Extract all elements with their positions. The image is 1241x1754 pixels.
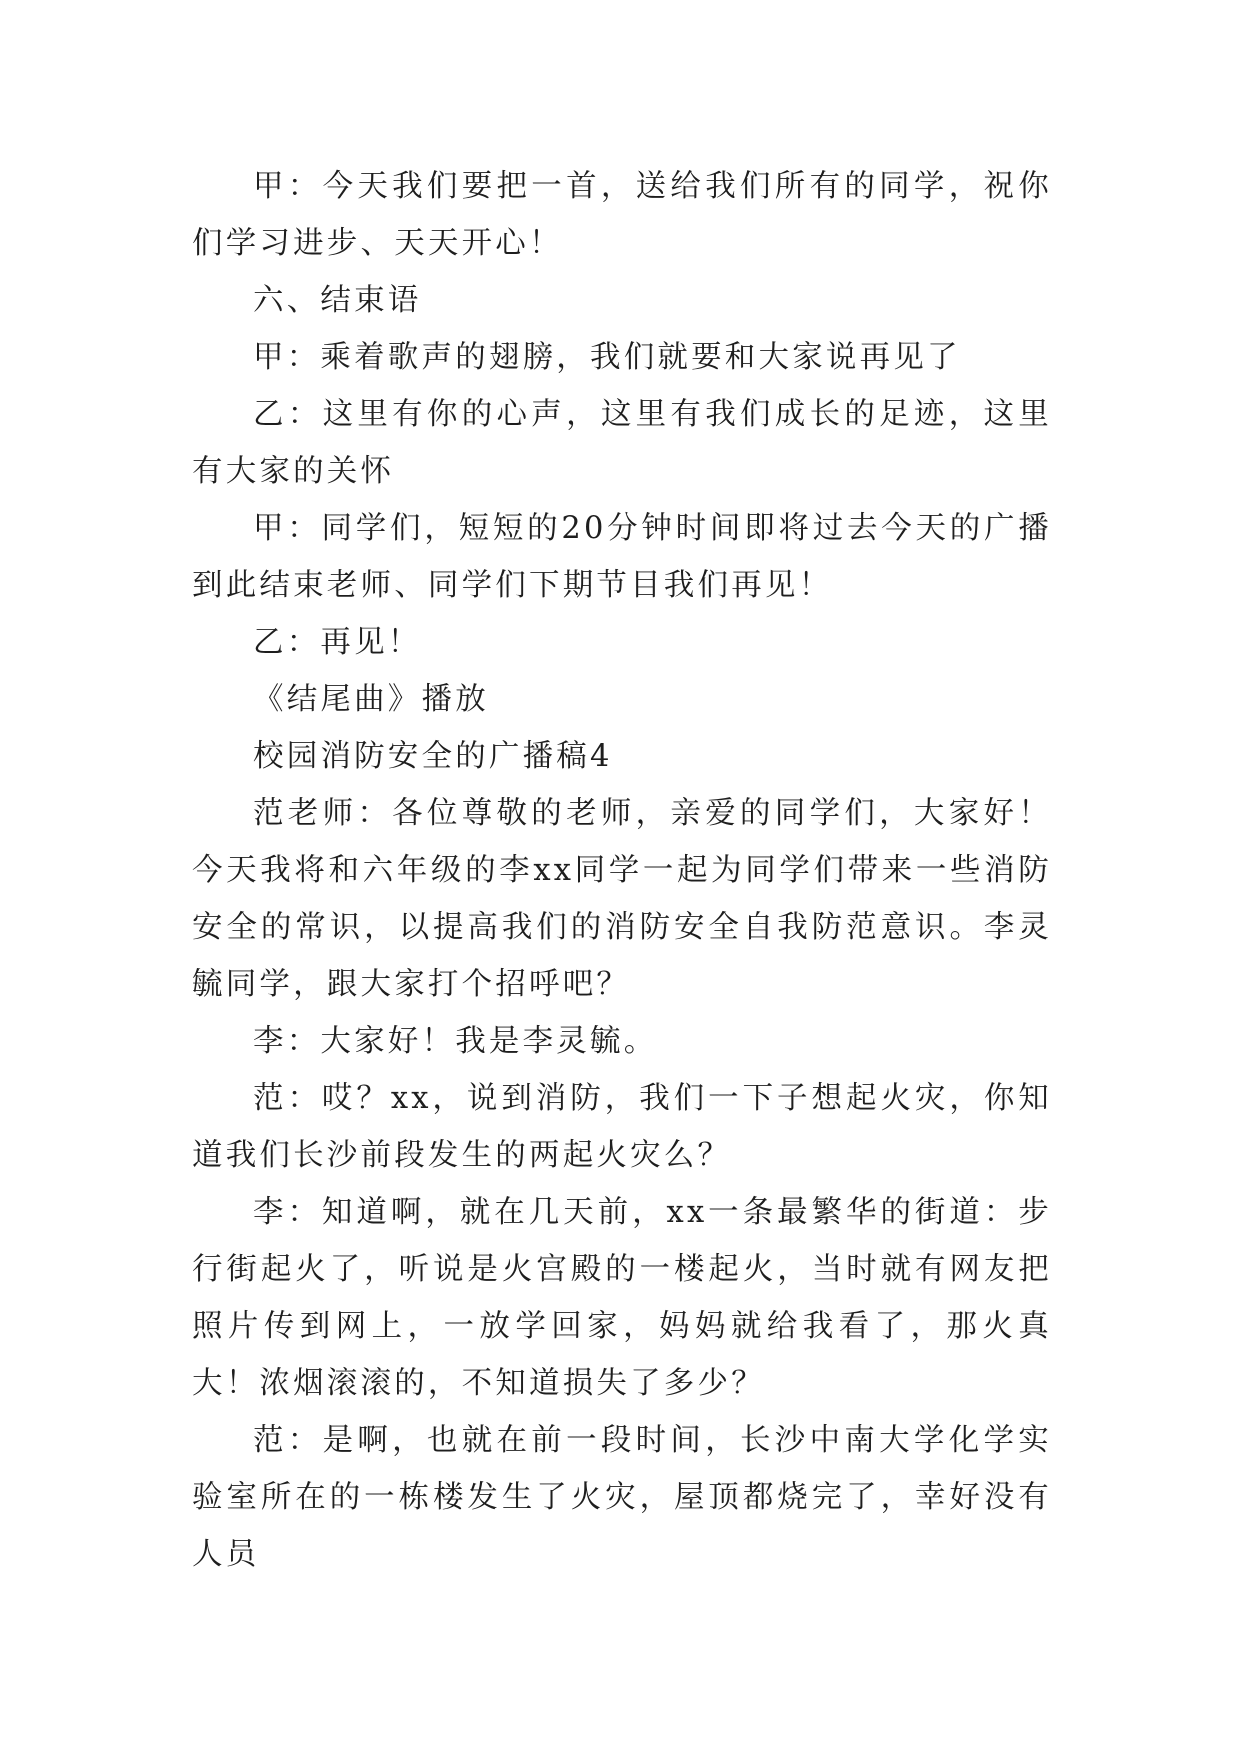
paragraph: 《结尾曲》播放 (253, 682, 489, 717)
paragraph: 甲：今天我们要把一首，送给我们所有的同学，祝你们学习进步、天天开心！ (192, 169, 1052, 261)
paragraph: 李：知道啊，就在几天前，xx一条最繁华的街道：步行街起火了，听说是火宫殿的一楼起火，当时就有网友把照片传到网上，一放学回家，妈妈就给我看了，那火真大！浓烟滚滚的，不知道损失了多少？ (192, 1195, 1052, 1401)
document-title: 校园消防安全的广播稿4 (253, 739, 613, 774)
paragraph: 甲：乘着歌声的翅膀，我们就要和大家说再见了 (253, 340, 961, 375)
paragraph: 范：哎？xx，说到消防，我们一下子想起火灾，你知道我们长沙前段发生的两起火灾么？ (192, 1081, 1052, 1173)
paragraph: 甲：同学们，短短的20分钟时间即将过去今天的广播到此结束老师、同学们下期节目我们再见！ (192, 511, 1052, 603)
document-body (192, 158, 1052, 1583)
paragraph: 乙：再见！ (253, 625, 422, 660)
paragraph: 李：大家好！我是李灵毓。 (253, 1024, 658, 1059)
paragraph: 范：是啊，也就在前一段时间，长沙中南大学化学实验室所在的一栋楼发生了火灾，屋顶都烧完了，幸好没有人员 (192, 1423, 1052, 1572)
section-heading: 六、结束语 (253, 283, 422, 318)
paragraph: 范老师：各位尊敬的老师，亲爱的同学们，大家好！今天我将和六年级的李xx同学一起为同学们带来一些消防安全的常识，以提高我们的消防安全自我防范意识。李灵毓同学，跟大家打个招呼吧？ (192, 796, 1052, 1002)
paragraph: 乙：这里有你的心声，这里有我们成长的足迹，这里有大家的关怀 (192, 397, 1052, 489)
